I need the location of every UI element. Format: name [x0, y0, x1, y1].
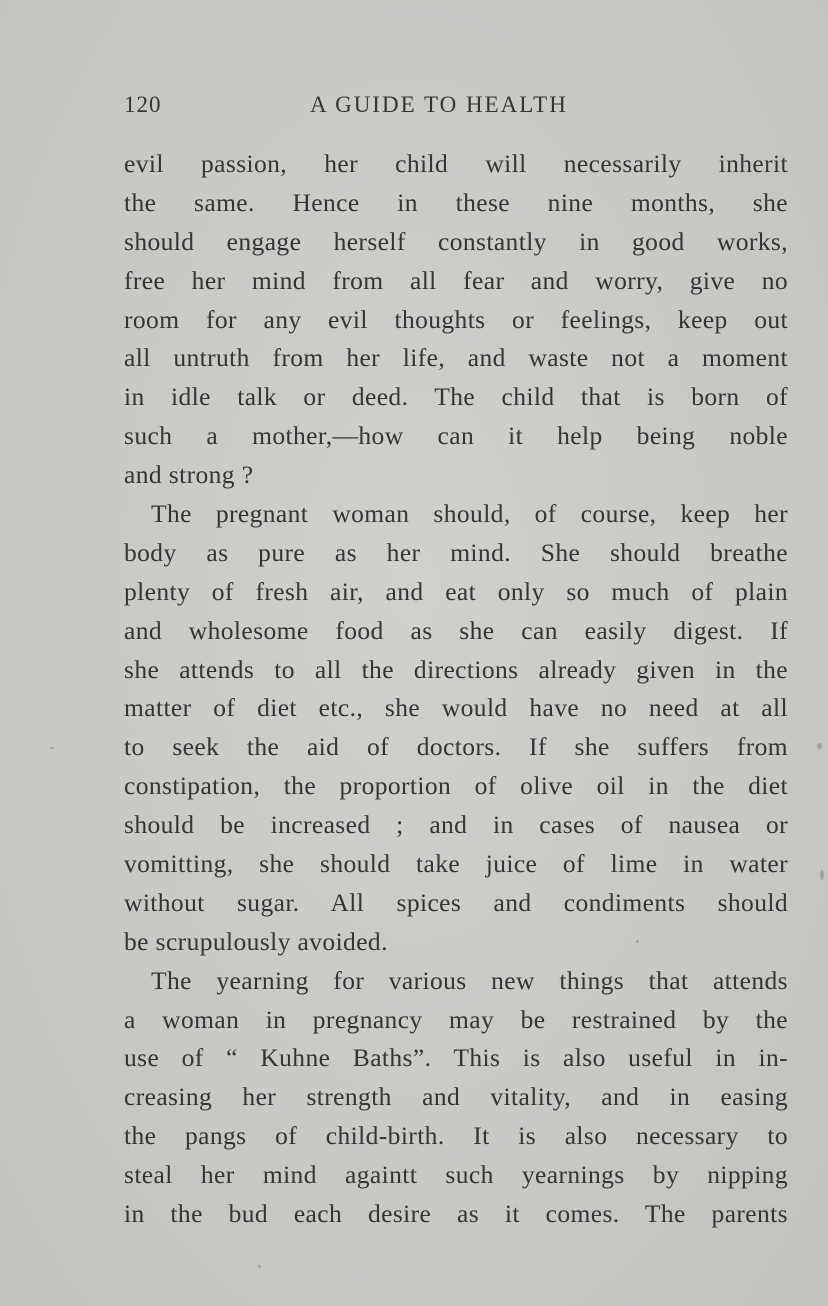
text-line: the pangs of child-birth. It is also necessary to [124, 1121, 788, 1151]
text-line: should be increased ; and in cases of nausea or [124, 810, 788, 840]
text-line: the same. Hence in these nine months, she [124, 187, 788, 217]
text-line: and wholesome food as she can easily digest. If [124, 615, 788, 645]
text-line: body as pure as her mind. She should breathe [124, 537, 788, 567]
text-line: vomitting, she should take juice of lime in water [124, 849, 788, 879]
text-line: evil passion, her child will necessarily inherit [124, 149, 788, 178]
text-line: to seek the aid of doctors. If she suffers from [124, 732, 788, 762]
page-number: 120 [124, 92, 162, 117]
text-line: The yearning for various new things that attends [151, 965, 788, 995]
paper-speck [50, 747, 54, 749]
text-line: should engage herself constantly in good works, [124, 226, 788, 256]
text-line: use of “ Kuhne Baths”. This is also useful in in- [124, 1043, 788, 1073]
paper-speck [817, 743, 822, 749]
paragraph-1 [124, 145, 788, 495]
page-header [124, 88, 788, 124]
text-line: in idle talk or deed. The child that is born of [124, 382, 788, 412]
text-line: The pregnant woman should, of course, keep her [151, 499, 788, 529]
running-title: A GUIDE TO HEALTH [310, 92, 568, 117]
text-line: such a mother,—how can it help being noble [124, 421, 788, 451]
text-line: all untruth from her life, and waste not a moment [124, 343, 788, 373]
text-line: and strong ? [124, 460, 254, 490]
text-line: creasing her strength and vitality, and in easing [124, 1082, 788, 1112]
text-line: plenty of fresh air, and eat only so much of plain [124, 576, 788, 606]
paper-speck [820, 870, 824, 880]
text-line: in the bud each desire as it comes. The parents [124, 1199, 788, 1229]
text-line: she attends to all the directions already given in the [124, 654, 788, 684]
text-line: constipation, the proportion of olive oil in the diet [124, 771, 788, 801]
text-line: without sugar. All spices and condiments should [124, 887, 788, 917]
text-line: free her mind from all fear and worry, give no [124, 265, 788, 295]
paper-speck [258, 1265, 261, 1268]
paragraph-3 [124, 962, 788, 1234]
text-line: room for any evil thoughts or feelings, keep out [124, 304, 788, 334]
text-line: a woman in pregnancy may be restrained by the [124, 1004, 788, 1034]
paper-speck [636, 940, 639, 943]
text-line: be scrupulously avoided. [124, 926, 388, 956]
text-line: steal her mind againtt such yearnings by nipping [124, 1160, 788, 1190]
body-text [124, 145, 788, 1234]
paragraph-2 [124, 495, 788, 962]
text-line: matter of diet etc., she would have no need at all [124, 693, 788, 723]
